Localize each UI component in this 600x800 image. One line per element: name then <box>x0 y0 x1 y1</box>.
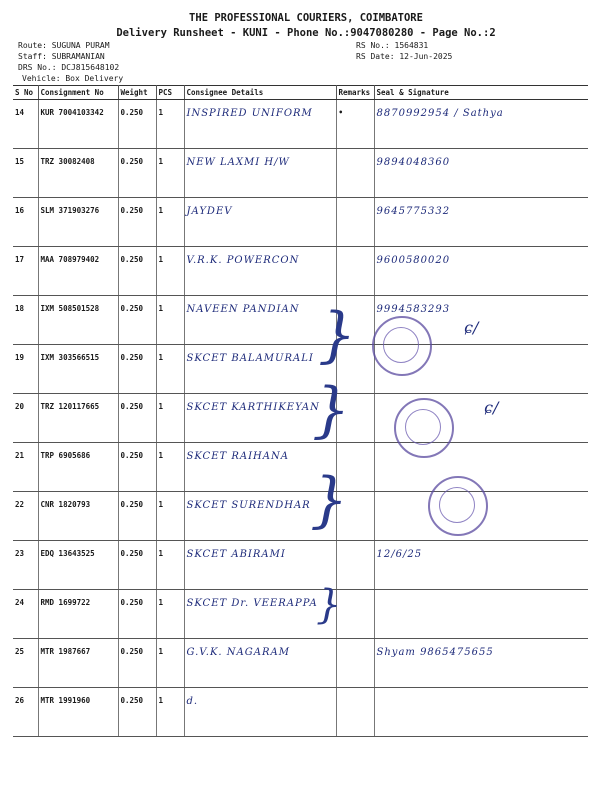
cell-seal: 9994583293 <box>374 296 588 345</box>
cell-sno: 25 <box>13 639 38 688</box>
brace-mark: } <box>312 375 351 445</box>
col-sno: S No <box>13 86 38 100</box>
cell-consignee: SKCET SURENDHAR <box>184 492 336 541</box>
runsheet-subtitle: Delivery Runsheet - KUNI - Phone No.:9047080280 - Page No.:2 <box>116 27 496 39</box>
cell-pcs: 1 <box>156 247 184 296</box>
runsheet-table <box>13 85 588 737</box>
cell-remarks <box>336 541 374 590</box>
cell-seal: 9894048360 <box>374 149 588 198</box>
cell-consignee: SKCET Dr. VEERAPPA <box>184 590 336 639</box>
table-row <box>13 492 588 541</box>
cell-seal: 12/6/25 <box>374 541 588 590</box>
cell-pcs: 1 <box>156 296 184 345</box>
cell-consignee: d. <box>184 688 336 737</box>
brace-mark: } <box>318 300 357 370</box>
cell-consignee: SKCET ABIRAMI <box>184 541 336 590</box>
drs-number: DRS No.: DCJ815648102 <box>18 63 120 72</box>
cell-sno: 20 <box>13 394 38 443</box>
table-row <box>13 688 588 737</box>
cell-consignee: V.R.K. POWERCON <box>184 247 336 296</box>
rs-date: RS Date: 12-Jun-2025 <box>356 52 453 61</box>
cell-pcs: 1 <box>156 688 184 737</box>
cell-sno: 17 <box>13 247 38 296</box>
table-row <box>13 345 588 394</box>
table-row <box>13 590 588 639</box>
table-row <box>13 541 588 590</box>
table-row <box>13 247 588 296</box>
cell-sno: 15 <box>13 149 38 198</box>
cell-pcs: 1 <box>156 443 184 492</box>
vehicle-label: Vehicle: Box Delivery <box>22 74 124 83</box>
rs-number: RS No.: 1564831 <box>356 41 429 50</box>
table-row <box>13 149 588 198</box>
cell-sno: 14 <box>13 100 38 149</box>
cell-weight: 0.250 <box>118 541 156 590</box>
cell-weight: 0.250 <box>118 149 156 198</box>
cell-consignment: EDQ 13643525 <box>38 541 118 590</box>
institution-stamp <box>394 398 454 458</box>
cell-weight: 0.250 <box>118 345 156 394</box>
cell-pcs: 1 <box>156 639 184 688</box>
cell-seal: 8870992954 / Sathya <box>374 100 588 149</box>
institution-stamp <box>372 316 432 376</box>
cell-remarks: • <box>336 100 374 149</box>
cell-consignment: MTR 1987667 <box>38 639 118 688</box>
col-remarks: Remarks <box>336 86 374 100</box>
cell-consignment: IXM 303566515 <box>38 345 118 394</box>
cell-consignment: KUR 7004103342 <box>38 100 118 149</box>
cell-consignment: MTR 1991960 <box>38 688 118 737</box>
cell-seal <box>374 688 588 737</box>
table-row <box>13 639 588 688</box>
cell-sno: 16 <box>13 198 38 247</box>
cell-weight: 0.250 <box>118 590 156 639</box>
route-label: Route: SUGUNA PURAM <box>18 41 110 50</box>
cell-weight: 0.250 <box>118 247 156 296</box>
cell-pcs: 1 <box>156 100 184 149</box>
cell-pcs: 1 <box>156 590 184 639</box>
cell-seal: 9600580020 <box>374 247 588 296</box>
col-consignment: Consignment No <box>38 86 118 100</box>
cell-pcs: 1 <box>156 345 184 394</box>
cell-weight: 0.250 <box>118 688 156 737</box>
cell-consignment: SLM 371903276 <box>38 198 118 247</box>
cell-pcs: 1 <box>156 492 184 541</box>
cell-weight: 0.250 <box>118 296 156 345</box>
cell-remarks <box>336 590 374 639</box>
cell-sno: 22 <box>13 492 38 541</box>
cell-remarks <box>336 149 374 198</box>
cell-consignment: TRP 6905686 <box>38 443 118 492</box>
cell-consignee: NEW LAXMI H/W <box>184 149 336 198</box>
institution-stamp <box>428 476 488 536</box>
signature-mark: ɕ/ <box>464 318 479 337</box>
cell-remarks <box>336 639 374 688</box>
brace-mark: } <box>316 582 342 628</box>
col-pcs: PCS <box>156 86 184 100</box>
cell-remarks <box>336 688 374 737</box>
cell-weight: 0.250 <box>118 492 156 541</box>
staff-label: Staff: SUBRAMANIAN <box>18 52 105 61</box>
table-row <box>13 296 588 345</box>
cell-remarks <box>336 198 374 247</box>
cell-consignee: SKCET KARTHIKEYAN <box>184 394 336 443</box>
col-seal: Seal & Signature <box>374 86 588 100</box>
col-consignee: Consignee Details <box>184 86 336 100</box>
table-row <box>13 394 588 443</box>
cell-sno: 24 <box>13 590 38 639</box>
cell-consignment: MAA 708979402 <box>38 247 118 296</box>
signature-mark: ɕ/ <box>484 398 499 417</box>
cell-consignee: JAYDEV <box>184 198 336 247</box>
cell-consignee: NAVEEN PANDIAN <box>184 296 336 345</box>
col-weight: Weight <box>118 86 156 100</box>
cell-sno: 18 <box>13 296 38 345</box>
cell-pcs: 1 <box>156 149 184 198</box>
table-row <box>13 198 588 247</box>
cell-consignment: RMD 1699722 <box>38 590 118 639</box>
company-title: THE PROFESSIONAL COURIERS, COIMBATORE <box>189 12 423 24</box>
cell-weight: 0.250 <box>118 198 156 247</box>
cell-weight: 0.250 <box>118 639 156 688</box>
cell-consignee: INSPIRED UNIFORM <box>184 100 336 149</box>
cell-seal <box>374 590 588 639</box>
cell-sno: 26 <box>13 688 38 737</box>
cell-seal: 9645775332 <box>374 198 588 247</box>
brace-mark: } <box>310 465 349 535</box>
table-row <box>13 100 588 149</box>
cell-sno: 21 <box>13 443 38 492</box>
cell-consignment: IXM 508501528 <box>38 296 118 345</box>
cell-weight: 0.250 <box>118 100 156 149</box>
cell-consignee: SKCET BALAMURALI <box>184 345 336 394</box>
cell-weight: 0.250 <box>118 443 156 492</box>
table-body <box>13 100 588 737</box>
cell-consignee: G.V.K. NAGARAM <box>184 639 336 688</box>
cell-sno: 19 <box>13 345 38 394</box>
cell-remarks <box>336 247 374 296</box>
cell-weight: 0.250 <box>118 394 156 443</box>
cell-consignment: TRZ 30082408 <box>38 149 118 198</box>
cell-sno: 23 <box>13 541 38 590</box>
table-header-row <box>13 86 588 100</box>
table-row <box>13 443 588 492</box>
cell-pcs: 1 <box>156 198 184 247</box>
cell-consignee: SKCET RAIHANA <box>184 443 336 492</box>
cell-pcs: 1 <box>156 541 184 590</box>
cell-pcs: 1 <box>156 394 184 443</box>
cell-seal: Shyam 9865475655 <box>374 639 588 688</box>
cell-consignment: TRZ 120117665 <box>38 394 118 443</box>
cell-consignment: CNR 1820793 <box>38 492 118 541</box>
